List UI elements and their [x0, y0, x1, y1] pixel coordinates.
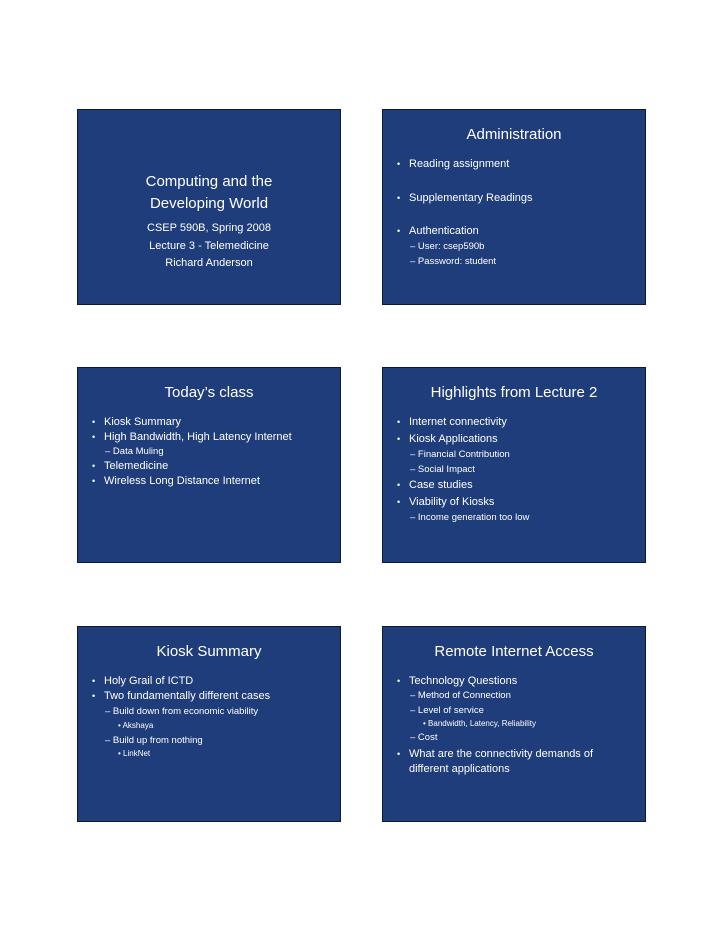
sub-bullet: – Social Impact [410, 464, 475, 475]
slide-todays-class [77, 367, 341, 563]
slide-highlights [382, 367, 646, 563]
sub-sub-bullet-text: Akshaya [122, 721, 154, 730]
bullet: • High Bandwidth, High Latency Internet [92, 431, 292, 444]
slide-heading: Kiosk Summary [156, 643, 262, 660]
sub-bullet: – Method of Connection [410, 690, 511, 701]
slide-heading: Remote Internet Access [434, 643, 594, 660]
bullet: • Two fundamentally different cases [92, 690, 270, 703]
bullet: • Internet connectivity [397, 416, 507, 429]
sub-sub-bullet: • Akshaya [118, 721, 154, 730]
lecture-name: Lecture 3 - Telemedicine [149, 240, 269, 252]
bullet: • Holy Grail of ICTD [92, 675, 193, 688]
bullet: • Kiosk Summary [92, 416, 181, 429]
slide-title-line-2: Developing World [149, 195, 269, 212]
slide-title-line-1: Computing and the [145, 173, 273, 190]
bullet: • Reading assignment [397, 158, 509, 171]
sub-sub-bullet-text: LinkNet [123, 749, 151, 758]
bullet: • What are the connectivity demands of [397, 748, 593, 761]
slide-heading: Highlights from Lecture 2 [430, 384, 598, 401]
sub-sub-bullet: • LinkNet [118, 749, 151, 758]
slide-administration [382, 109, 646, 305]
sub-bullet: – Cost [410, 732, 438, 743]
slide-kiosk-summary [77, 626, 341, 822]
bullet: • Case studies [397, 479, 473, 492]
slide-remote-internet-access [382, 626, 646, 822]
sub-bullet: – Level of service [410, 705, 484, 716]
slide-heading: Administration [466, 126, 562, 143]
sub-bullet: – Income generation too low [410, 512, 530, 523]
slide-heading: Today’s class [164, 384, 254, 401]
bullet: • Viability of Kiosks [397, 496, 494, 509]
sub-sub-bullet: • Bandwidth, Latency, Reliability [423, 719, 536, 728]
sub-bullet: – Build down from economic viability [105, 706, 259, 717]
sub-bullet: – Financial Contribution [410, 449, 510, 460]
course-code: CSEP 590B, Spring 2008 [147, 222, 271, 234]
bullet-continuation: different applications [409, 763, 510, 775]
sub-bullet: – Data Muling [105, 446, 164, 457]
sub-sub-bullet-text: Bandwidth, Latency, Reliability [428, 719, 536, 728]
sub-bullet: – User: csep590b [410, 241, 485, 252]
sub-bullet: – Build up from nothing [105, 735, 203, 746]
bullet: • Supplementary Readings [397, 192, 533, 205]
slide-title [77, 109, 341, 305]
bullet: • Authentication [397, 225, 479, 238]
bullet: • Telemedicine [92, 460, 168, 473]
bullet: • Technology Questions [397, 675, 517, 688]
bullet: • Kiosk Applications [397, 433, 498, 446]
bullet: • Wireless Long Distance Internet [92, 475, 260, 488]
author-name: Richard Anderson [165, 257, 253, 269]
sub-bullet: – Password: student [410, 256, 497, 267]
